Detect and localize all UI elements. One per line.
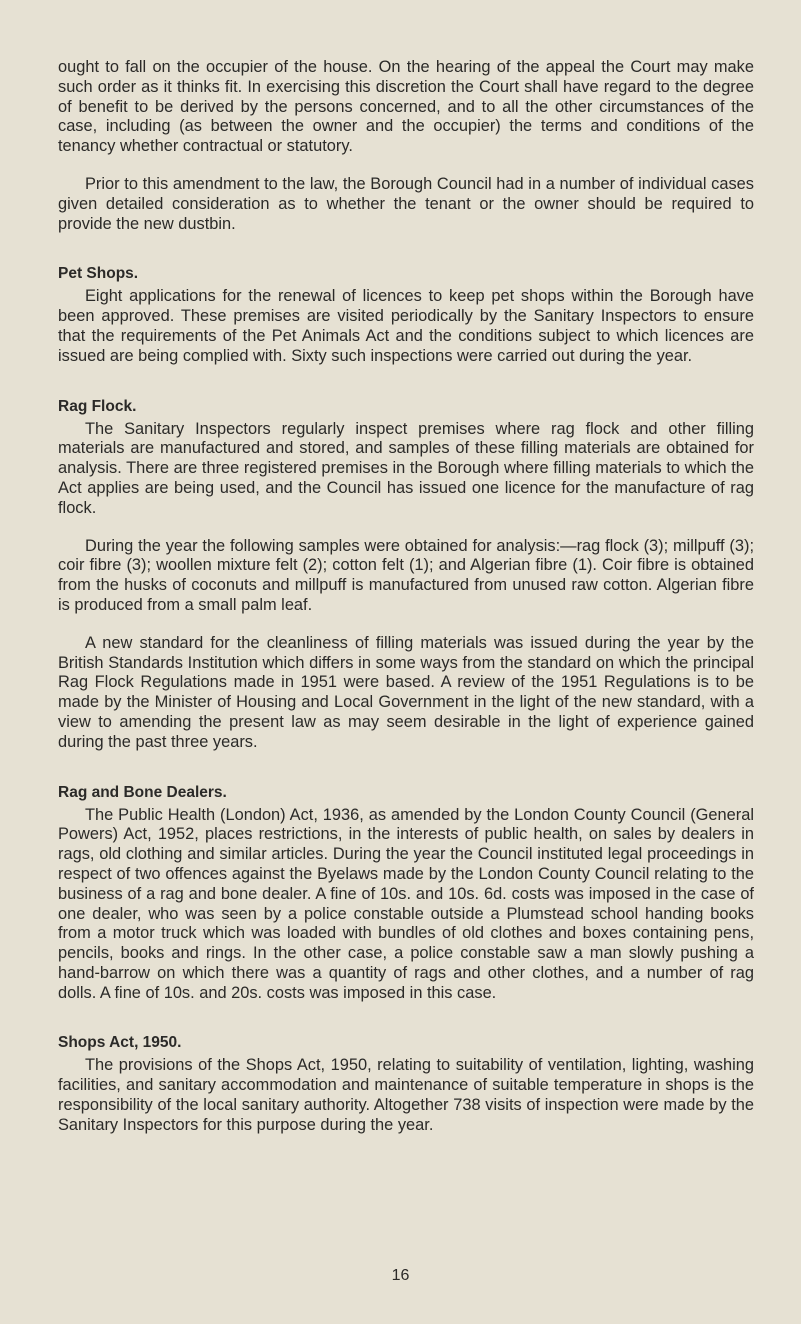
body-paragraph: During the year the following samples were obtained for analysis:—rag flock (3); millpuff (3); coir fibre (3); woollen mixture felt (2); cotton felt (1); and Algerian fibre (1). Coir fibre is obtained from the husks of coconuts and millpuff is manufactured from unused raw cotton. Algerian fibre is produced from a small palm leaf. xyxy=(58,536,754,614)
intro-block xyxy=(58,58,754,234)
body-paragraph: Prior to this amendment to the law, the Borough Council had in a number of individual cases given detailed consideration as to whether the tenant or the owner should be required to provide the new dustbin. xyxy=(58,174,754,233)
section-heading: Shops Act, 1950. xyxy=(58,1034,182,1052)
section-rag-and-bone-dealers xyxy=(58,783,754,1004)
section-rag-flock xyxy=(58,397,754,753)
section-heading: Pet Shops. xyxy=(58,265,139,283)
section-heading: Rag Flock. xyxy=(58,397,137,415)
document-page xyxy=(58,58,754,1136)
body-paragraph: A new standard for the cleanliness of filling materials was issued during the year by the British Standards Institution which differs in some ways from the standard on which the principal Rag Flock Regulations made in 1951 were based. A review of the 1951 Regulations is to be made by the Minister of Housing and Local Government in the light of the new standard, with a view to amending the present law as may seem desirable in the light of experience gained during the past three years. xyxy=(58,633,754,751)
body-paragraph: The Public Health (London) Act, 1936, as amended by the London County Council (General Powers) Act, 1952, places restrictions, in the interests of public health, on sales by dealers in rags, old clothing and similar articles. During the year the Council instituted legal proceedings in respect of two offences against the Byelaws made by the London County Council relating to the business of a rag and bone dealer. A fine of 10s. and 10s. 6d. costs was imposed in the case of one dealer, who was seen by a police constable outside a Plumstead school handing books from a motor truck which was loaded with bundles of old clothes and boxes containing pens, pencils, books and rings. In the other case, a police constable saw a man slowly pushing a hand-barrow on which there was a quantity of rags and other clothes, and a number of rag dolls. A fine of 10s. and 20s. costs was imposed in this case. xyxy=(58,805,754,1002)
section-shops-act xyxy=(58,1033,754,1135)
section-heading: Rag and Bone Dealers. xyxy=(58,783,227,801)
body-paragraph: ought to fall on the occupier of the house. On the hearing of the appeal the Court may make such order as it thinks fit. In exercising this discretion the Court shall have regard to the degree of benefit to be derived by the persons concerned, and to all the other circumstances of the case, including (as between the owner and the occupier) the terms and conditions of the tenancy whether contractual or statutory. xyxy=(58,58,754,156)
section-pet-shops xyxy=(58,264,754,366)
page-number: 16 xyxy=(391,1267,410,1284)
body-paragraph: The provisions of the Shops Act, 1950, relating to suitability of ventilation, lighting, washing facilities, and sanitary accommodation and maintenance of suitable temperature in shops is the responsibility of the local sanitary authority. Altogether 738 visits of inspection were made by the Sanitary Inspectors for this purpose during the year. xyxy=(58,1056,754,1134)
body-paragraph: The Sanitary Inspectors regularly inspect premises where rag flock and other filling materials are manufactured and stored, and samples of these filling materials are obtained for analysis. There are three registered premises in the Borough where filling materials to which the Act applies are being used, and the Council has issued one licence for the manufacture of rag flock. xyxy=(58,419,754,517)
body-paragraph: Eight applications for the renewal of licences to keep pet shops within the Borough have been approved. These premises are visited periodically by the Sanitary Inspectors to ensure that the requirements of the Pet Animals Act and the conditions subject to which licences are issued are being complied with. Sixty such inspections were carried out during the year. xyxy=(58,287,754,365)
